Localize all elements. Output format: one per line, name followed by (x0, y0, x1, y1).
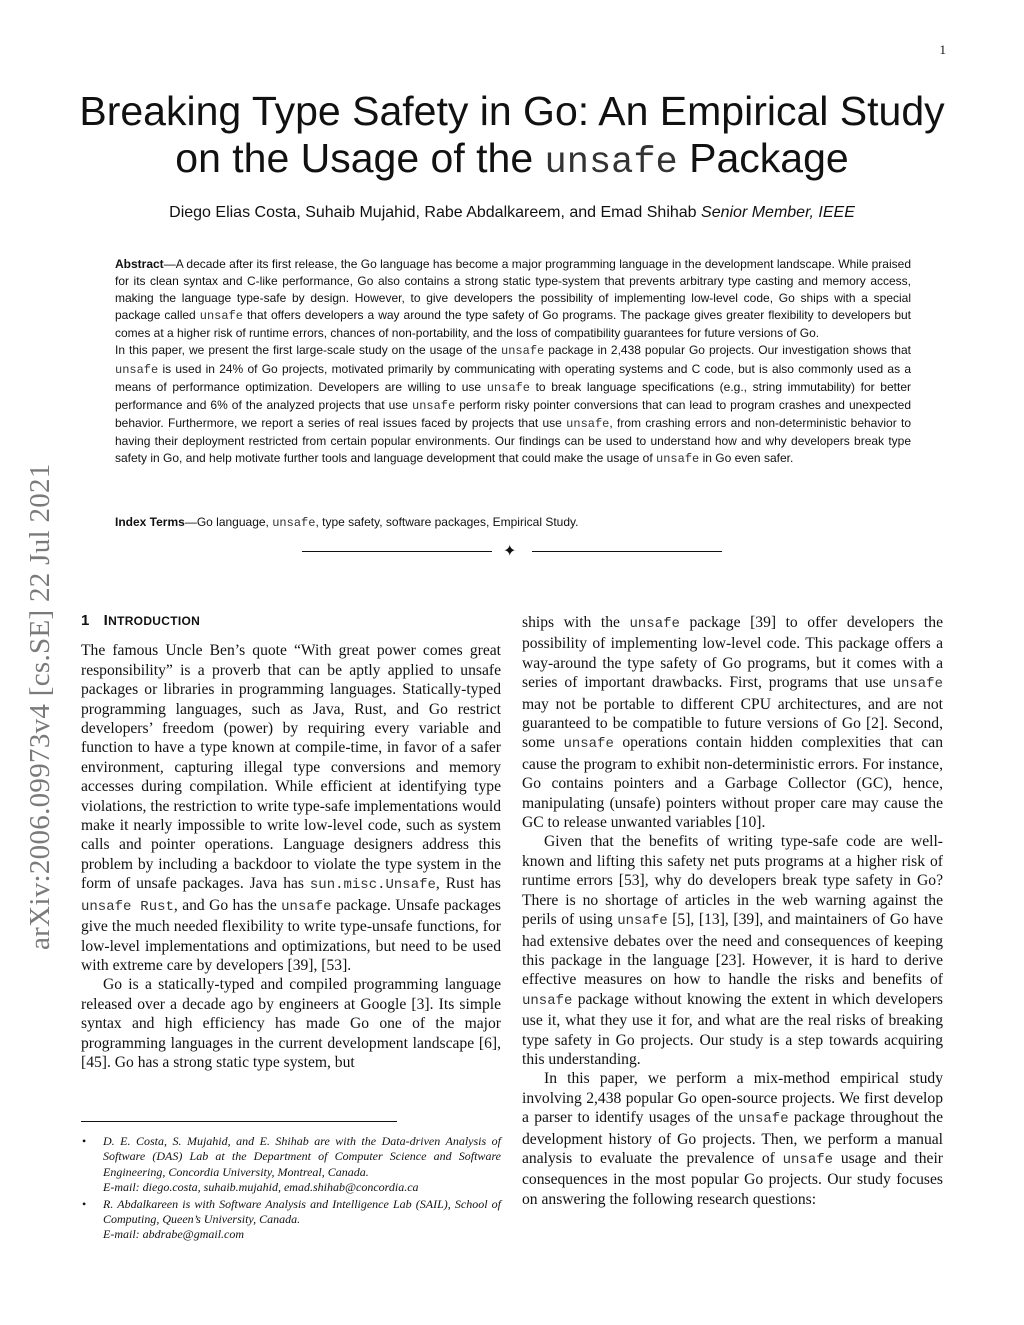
section-heading (81, 611, 501, 631)
title-code: unsafe (544, 142, 678, 184)
code-java-unsafe: sun.misc.Unsafe (309, 877, 436, 894)
bullet-icon: • (82, 1134, 87, 1148)
divider-line-right (532, 551, 722, 552)
title-line-2-pre: on the Usage of the (175, 135, 545, 181)
code-unsafe: unsafe (738, 1111, 789, 1128)
footnote-item: • D. E. Costa, S. Mujahid, and E. Shihab are with the Data-driven Analysis of Software (DAS) Lab at the Department of Computer Science and Software Engineering, Concordia University, Montreal, Canada. E-mail: diego.costa, suhaib.mujahid, emad.shihab@concordia.ca (82, 1134, 501, 1195)
paper-title (60, 88, 964, 187)
index-terms-label: Index Terms (115, 515, 185, 529)
intro-paragraph-3: ships with the unsafe package [39] to offer developers the possibility of implementing low-level code. This package offers a way-around the type safety of Go programs, but it comes with a series of important drawbacks. First, programs that use unsafe may not be portable to different CPU architectures, and are not guaranteed to be compatible to future versions of Go [2]. Second, some unsafe operations contain hidden complexities that can cause the program to exhibit non-deterministic errors. For instance, Go contains pointers and a Garbage Collector (GC), hence, manipulating (unsafe) pointers without proper care may cause the GC to release unwanted variables [10]. (522, 614, 943, 832)
code-unsafe: unsafe (281, 898, 332, 915)
abstract-paragraph-2: In this paper, we present the first large-scale study on the usage of the unsafe package in 2,438 popular Go projects. Our investigation shows that unsafe is used in 24% of Go projects, motivated primarily by communicating with operating systems and C code, but is also commonly used as a means of performance optimization. Developers are willing to use unsafe to break language specifications (e.g., string immutability) for better performance and 6% of the analyzed projects that use unsafe perform risky pointer conversions that can lead to program crashes and unexpected behavior. Furthermore, we report a series of real issues faced by projects that use unsafe, from crashing errors and non-deterministic behavior to having their deployment restricted from certain popular environments. Our findings can be used to understand how and why developers break type safety in Go, and help motivate further tools and language development that could make the usage of unsafe in Go even safer. (115, 343, 912, 467)
author-membership: Senior Member, IEEE (701, 204, 855, 221)
code-unsafe: unsafe (272, 516, 316, 530)
bullet-icon: • (82, 1196, 87, 1211)
code-unsafe: unsafe (656, 452, 700, 467)
intro-paragraph-1: The famous Uncle Ben’s quote “With great power comes great responsibility” is a proverb that can be aptly applied to unsafe packages or libraries in programming languages. Statically-typed programming languages, such as Java, Rust, and Go restrict developers’ freedom (power) by requiring every variable and function to have a type known at compile-time, in favor of a safer environment, capturing illegal type conversions and memory accesses during compilation. While efficient at identifying type violations, the restriction to write type-safe implementations would make it nearly impossible to write low-level code, such as system calls and pointer operations. Language designers address this problem by including a backdoor to violate the type system in the form of unsafe packages. Java has sun.misc.Unsafe, Rust has unsafe Rust, and Go has the unsafe package. Unsafe packages give the much needed flexibility to write type-unsafe functions, for low-level implementations and optimizations, but need to be used with extreme care by developers [39], [53]. (81, 642, 501, 974)
footnotes (81, 1134, 501, 1244)
title-line-1: Breaking Type Safety in Go: An Empirical Study (79, 88, 945, 134)
code-unsafe: unsafe (782, 1151, 834, 1168)
code-unsafe: unsafe (629, 616, 680, 632)
code-unsafe: unsafe (199, 309, 243, 324)
code-unsafe: unsafe (486, 380, 530, 395)
section-divider (302, 542, 722, 560)
code-unsafe: unsafe (563, 736, 614, 753)
author-names: Diego Elias Costa, Suhaib Mujahid, Rabe Abdalkareem, and Emad Shihab (169, 204, 702, 221)
code-unsafe: unsafe (617, 913, 668, 930)
footnote-email: E-mail: diego.costa, suhaib.mujahid, emad.shihab@concordia.ca (103, 1180, 419, 1195)
footnote-item: • R. Abdalkareen is with Software Analysis and Intelligence Lab (SAIL), School of Computing, Queen’s University, Canada. E-mail: abdrabe@gmail.com (82, 1196, 501, 1242)
title-line-2-post: Package (677, 135, 849, 181)
abstract-paragraph-1: Abstract—A decade after its first release, the Go language has become a major programming language in the development landscape. While praised for its clean syntax and C-like performance, Go also contains a strong static type-system that prevents arbitrary type casting and memory access, making the language type-safe by design. However, to give developers the possibility of implementing low-level code, Go ships with a special package called unsafe that offers developers a way around the type safety of Go programs. The package gives greater flexibility to developers but comes at a higher risk of runtime errors, chances of non-portability, and the loss of compatibility guarantees for future versions of Go. (115, 257, 912, 341)
intro-paragraph-4: Given that the benefits of writing type-safe code are well-known and lifting this safety net puts programs at a higher risk of runtime errors [53], why do developers break type safety in Go? There is no shortage of articles in the web warning against the perils of using unsafe [5], [13], [39], and maintainers of Go have had extensive debates over the need and consequences of keeping this package in the language [23]. However, it is hard to derive effective measures on how to handle the risks and benefits of unsafe package without knowing the extent in which developers use it, what they use it for, and what are the real risks of breaking type safety in Go projects. Our study is a step towards acquiring this understanding. (522, 833, 943, 1068)
footnote-rule (81, 1121, 397, 1122)
code-unsafe: unsafe (501, 344, 545, 359)
left-column (81, 611, 501, 1072)
code-unsafe: unsafe (412, 398, 456, 413)
code-unsafe: unsafe (892, 676, 943, 693)
intro-paragraph-2: Go is a statically-typed and compiled programming language released over a decade ago by engineers at Google [3]. Its simple syntax and high efficiency has made Go one of the major programming languages in the current development landscape [6], [45]. Go has a strong static type system, but (81, 976, 501, 1071)
code-unsafe: unsafe (522, 992, 573, 1009)
page-number: 1 (939, 42, 946, 57)
abstract-label: Abstract (115, 257, 164, 271)
author-list (60, 204, 964, 222)
index-terms: Index Terms—Go language, unsafe, type safety, software packages, Empirical Study. (115, 515, 579, 530)
intro-paragraph-5: In this paper, we perform a mix-method empirical study involving 2,438 popular Go open-source projects. We first develop a parser to identify usages of the unsafe package throughout the development history of Go projects. Then, we perform a manual analysis to evaluate the prevalence of unsafe usage and their consequences in the most popular Go projects. Our study focuses on answering the following research questions: (522, 1070, 943, 1208)
section-title-initial: I (103, 612, 109, 629)
section-title-rest: NTRODUCTION (108, 614, 201, 628)
arxiv-identifier: arXiv:2006.09973v4 [cs.SE] 22 Jul 2021 (24, 463, 56, 950)
abstract (115, 256, 911, 468)
right-column (522, 613, 943, 1209)
footnote-email: E-mail: abdrabe@gmail.com (103, 1227, 245, 1242)
divider-line-left (302, 551, 492, 552)
code-unsafe: unsafe (115, 362, 159, 377)
code-rust-unsafe: unsafe Rust (81, 898, 174, 915)
code-unsafe: unsafe (566, 416, 610, 431)
star-icon: ✦ (503, 541, 517, 560)
section-number: 1 (81, 612, 90, 629)
